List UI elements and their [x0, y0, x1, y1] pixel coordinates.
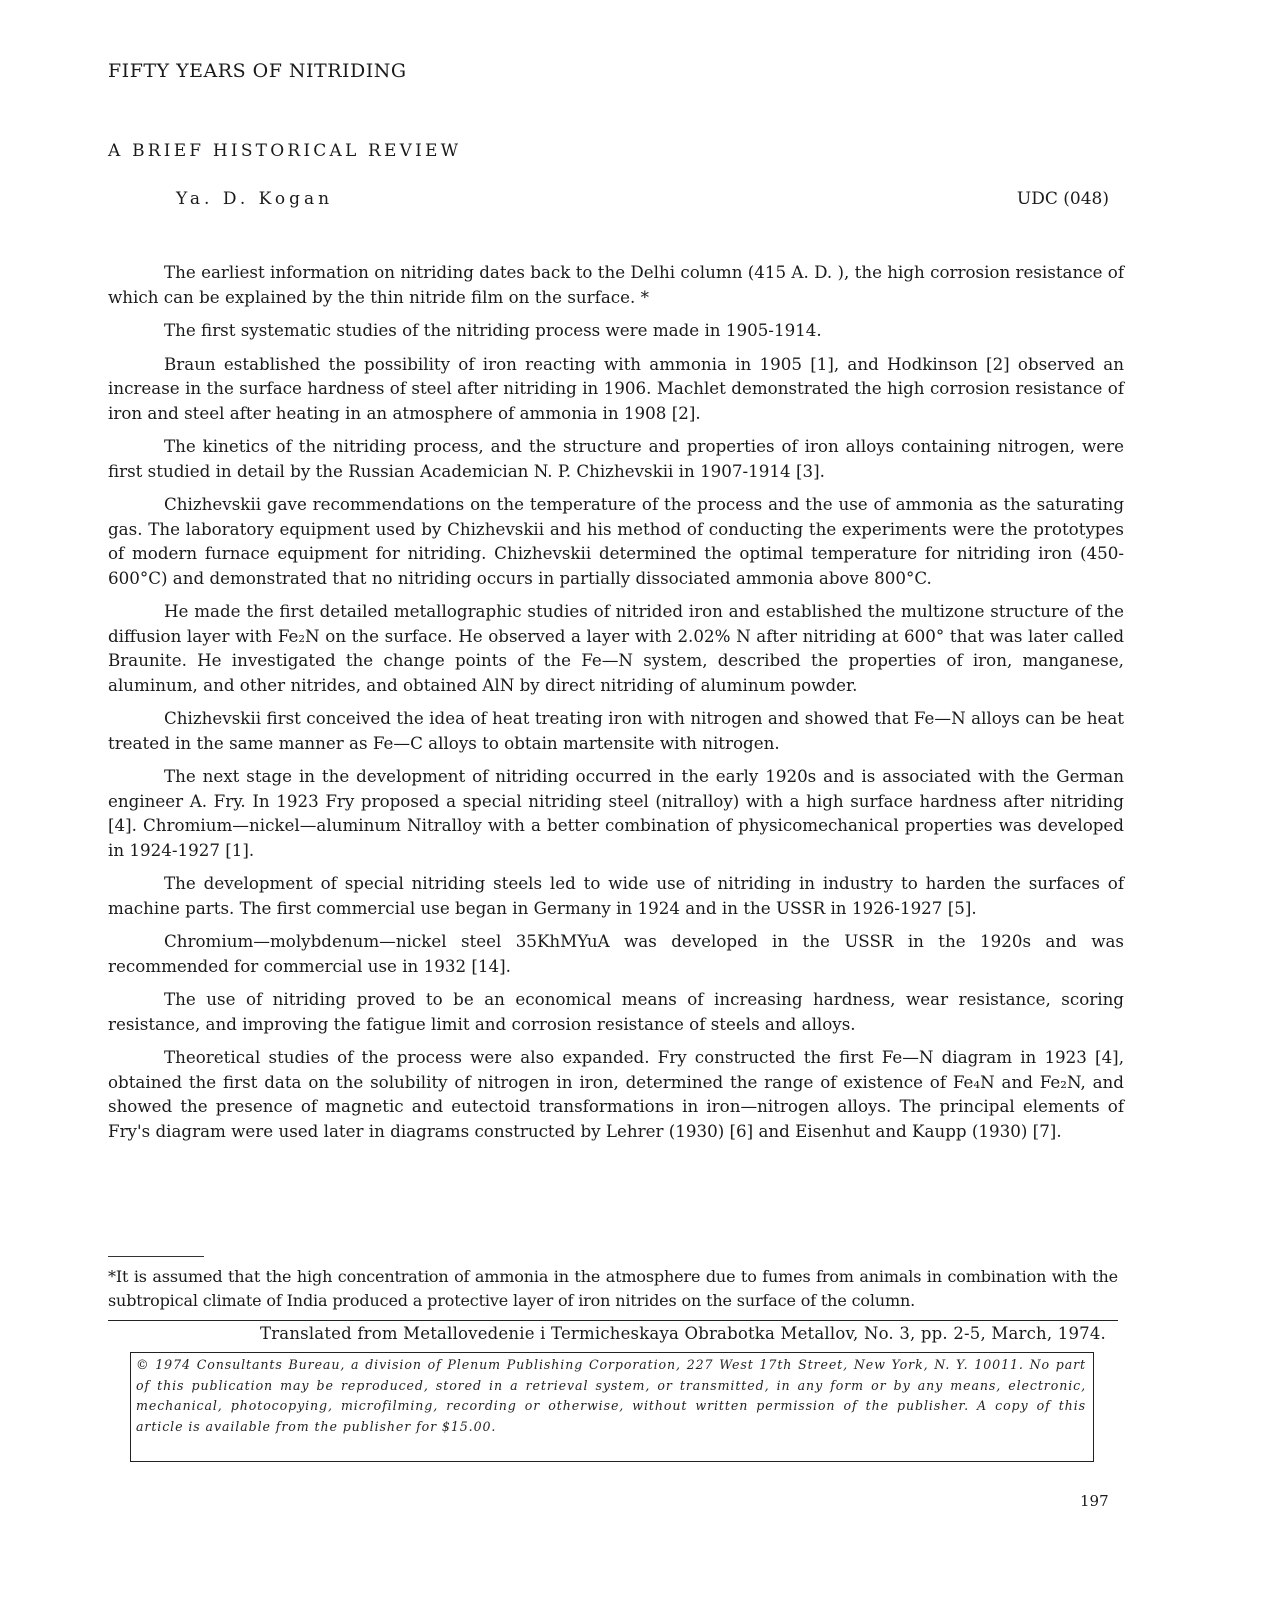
paragraph: Braun established the possibility of iron reacting with ammonia in 1905 [1], and Hodkinson [2] observed an increase in the surface hardness of steel after nitriding in 1906. Machlet demonstrated the high corrosion resistance of iron and steel after heating in an atmosphere of ammonia in 1908 [2].: [108, 353, 1124, 423]
page-title: FIFTY YEARS OF NITRIDING: [108, 60, 407, 82]
paragraph: The first systematic studies of the nitriding process were made in 1905-1914.: [164, 320, 822, 340]
paragraph: Theoretical studies of the process were also expanded. Fry constructed the first Fe—N diagram in 1923 [4], obtained the first data on the solubility of nitrogen in iron, determined the range of existence of Fe₄N and Fe₂N, and showed the presence of magnetic and eutectoid transformations in iron—nitrogen alloys. The principal elements of Fry's diagram were used later in diagrams constructed by Lehrer (1930) [6] and Eisenhut and Kaupp (1930) [7].: [108, 1047, 1124, 1141]
article-body: [108, 260, 1124, 1143]
paragraph: The earliest information on nitriding dates back to the Delhi column (415 A. D. ), the high corrosion resistance of which can be explained by the thin nitride film on the surface. *: [108, 262, 1124, 307]
translation-note: Translated from Metallovedenie i Termicheskaya Obrabotka Metallov, No. 3, pp. 2-5, March, 1974.: [260, 1324, 1106, 1343]
paragraph: The use of nitriding proved to be an economical means of increasing hardness, wear resistance, scoring resistance, and improving the fatigue limit and corrosion resistance of steels and alloys.: [108, 989, 1124, 1034]
page-number: 197: [1080, 1492, 1109, 1510]
paragraph: The next stage in the development of nitriding occurred in the early 1920s and is associated with the German engineer A. Fry. In 1923 Fry proposed a special nitriding steel (nitralloy) with a high surface hardness after nitriding [4]. Chromium—nickel—aluminum Nitralloy with a better combination of physicomechanical properties was developed in 1924-1927 [1].: [108, 766, 1124, 860]
paragraph: Chromium—molybdenum—nickel steel 35KhMYuA was developed in the USSR in the 1920s and was recommended for commercial use in 1932 [14].: [108, 931, 1124, 976]
translation-divider: [108, 1320, 1118, 1321]
paragraph: The development of special nitriding steels led to wide use of nitriding in industry to harden the surfaces of machine parts. The first commercial use began in Germany in 1924 and in the USSR in 1926-1927 [5].: [108, 873, 1124, 918]
footnote: [108, 1265, 1118, 1313]
paragraph: The kinetics of the nitriding process, and the structure and properties of iron alloys containing nitrogen, were first studied in detail by the Russian Academician N. P. Chizhevskii in 1907-1914 [3].: [108, 436, 1124, 481]
footnote-text: It is assumed that the high concentration of ammonia in the atmosphere due to fumes from animals in combination with the subtropical climate of India produced a protective layer of iron nitrides on the surface of the column.: [108, 1267, 1118, 1310]
copyright-notice: © 1974 Consultants Bureau, a division of Plenum Publishing Corporation, 227 West 17th Street, New York, N. Y. 10011. No part of this publication may be reproduced, stored in a retrieval system, or transmitted, in any form or by any means, electronic, mechanical, photocopying, microfilming, recording or otherwise, without written permission of the publisher. A copy of this article is available from the publisher for $15.00.: [136, 1357, 1086, 1434]
udc-code: UDC (048): [1016, 189, 1109, 209]
footnote-marker: *: [108, 1267, 116, 1286]
paragraph: He made the first detailed metallographic studies of nitrided iron and established the multizone structure of the diffusion layer with Fe₂N on the surface. He observed a layer with 2.02% N after nitriding at 600° that was later called Braunite. He investigated the change points of the Fe—N system, described the properties of iron, manganese, aluminum, and other nitrides, and obtained AlN by direct nitriding of aluminum powder.: [108, 601, 1124, 695]
footnote-divider: [108, 1256, 204, 1257]
article-subtitle: A BRIEF HISTORICAL REVIEW: [108, 141, 462, 161]
author-name: Ya. D. Kogan: [176, 189, 334, 209]
paragraph: Chizhevskii first conceived the idea of heat treating iron with nitrogen and showed that Fe—N alloys can be heat treated in the same manner as Fe—C alloys to obtain martensite with nitrogen.: [108, 708, 1124, 753]
paragraph: Chizhevskii gave recommendations on the temperature of the process and the use of ammonia as the saturating gas. The laboratory equipment used by Chizhevskii and his method of conducting the experiments were the prototypes of modern furnace equipment for nitriding. Chizhevskii determined the optimal temperature for nitriding iron (450-600°C) and demonstrated that no nitriding occurs in partially dissociated ammonia above 800°C.: [108, 494, 1124, 588]
